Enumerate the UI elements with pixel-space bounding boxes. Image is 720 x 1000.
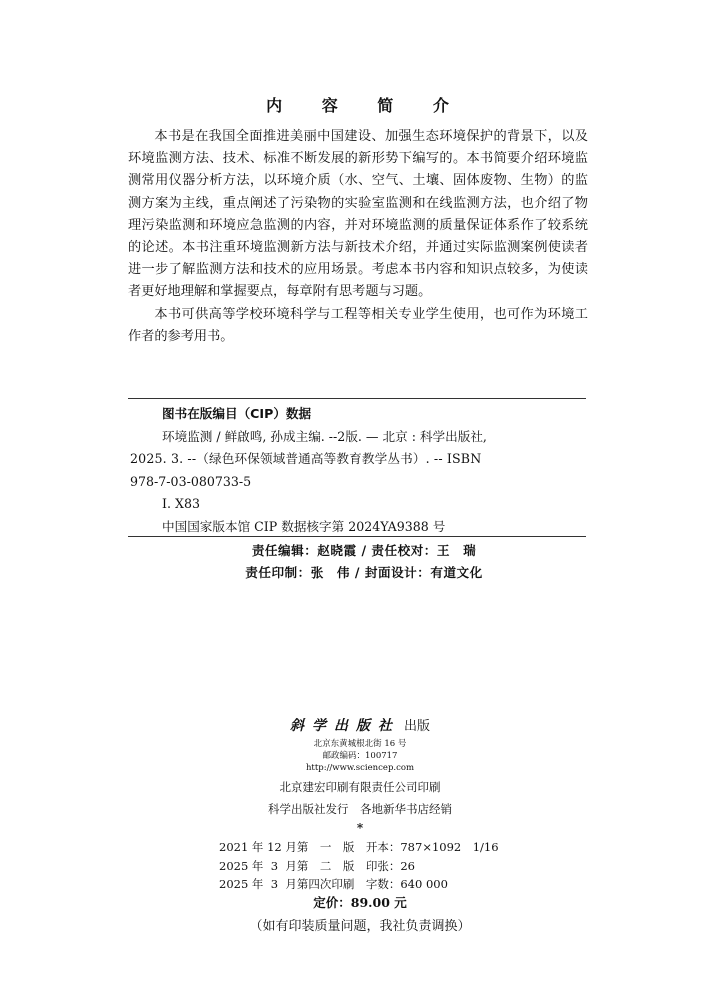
intro-paragraph-2: 本书可供高等学校环境科学与工程等相关专业学生使用，也可作为环境工作者的参考用书。 bbox=[128, 306, 588, 344]
printer-info: 北京建宏印刷有限责任公司印刷 bbox=[279, 780, 441, 794]
edition-line-2: 2025 年 3 月第 二 版 印张：26 bbox=[219, 858, 415, 873]
publisher-block bbox=[0, 715, 720, 835]
publisher-postcode: 邮政编码：100717 bbox=[322, 751, 398, 761]
publisher-website: http://www.sciencep.com bbox=[305, 763, 415, 773]
cip-block bbox=[128, 403, 586, 538]
cip-line-4: Ⅰ. X83 bbox=[162, 496, 200, 511]
separator-star: * bbox=[356, 821, 364, 835]
quality-notice: （如有印装质量问题，我社负责调换） bbox=[249, 919, 471, 934]
page-title: 内 容 简 介 bbox=[266, 96, 466, 115]
cip-bottom-rule bbox=[128, 536, 586, 537]
cip-top-rule bbox=[128, 398, 586, 399]
intro-paragraph-1: 本书是在我国全面推进美丽中国建设、加强生态环境保护的背景下，以及环境监测方法、技术、标准不断发展的新形势下编写的。本书简要介绍环境监测常用仪器分析方法，以环境介质（水、空气、土壤、固体废物、生物）的监测方案为主线，重点阐述了污染物的实验室监测和在线监测方法，也介绍了物理污染监测和环境应急监测的内容，并对环境监测的质量保证体系作了较系统的论述。本书注重环境监测新方法与新技术介绍，并通过实际监测案例使读者进一步了解监测方法和技术的应用场景。考虑本书内容和知识点较多，为使读者更好地理解和掌握要点，每章附有思考题与习题。 bbox=[128, 129, 588, 300]
cip-line-5: 中国国家版本馆 CIP 数据核字第 2024YA9388 号 bbox=[162, 518, 446, 534]
staff-line-1: 责任编辑：赵晓霞 / 责任校对：王 瑞 bbox=[251, 543, 477, 558]
staff-line-2: 责任印制：张 伟 / 封面设计：有道文化 bbox=[245, 565, 483, 580]
publisher-address: 北京东黄城根北街 16 号 bbox=[313, 739, 407, 749]
publisher-suffix: 出版 bbox=[403, 719, 430, 734]
edition-info bbox=[219, 838, 499, 894]
staff-credits bbox=[0, 540, 720, 584]
cip-line-3: 978-7-03-080733-5 bbox=[130, 473, 252, 489]
publisher-name-row bbox=[0, 715, 720, 738]
cip-line-2: 2025. 3. --（绿色环保领域普通高等教育教学丛书）. -- ISBN bbox=[130, 451, 482, 466]
cip-line-1: 环境监测 / 鲜啟鸣, 孙成主编. --2版. — 北京 : 科学出版社, bbox=[162, 428, 487, 444]
intro-section bbox=[128, 126, 588, 348]
distribution-info: 科学出版社发行 各地新华书店经销 bbox=[268, 802, 452, 816]
price: 定价：89.00 元 bbox=[313, 895, 407, 910]
edition-line-1: 2021 年 12 月第 一 版 开本：787×1092 1/16 bbox=[219, 840, 499, 854]
cip-heading: 图书在版编目（CIP）数据 bbox=[162, 406, 312, 421]
publisher-logo: 斜学出版社 bbox=[289, 718, 400, 734]
edition-line-3: 2025 年 3 月第四次印刷 字数：640 000 bbox=[219, 877, 448, 892]
